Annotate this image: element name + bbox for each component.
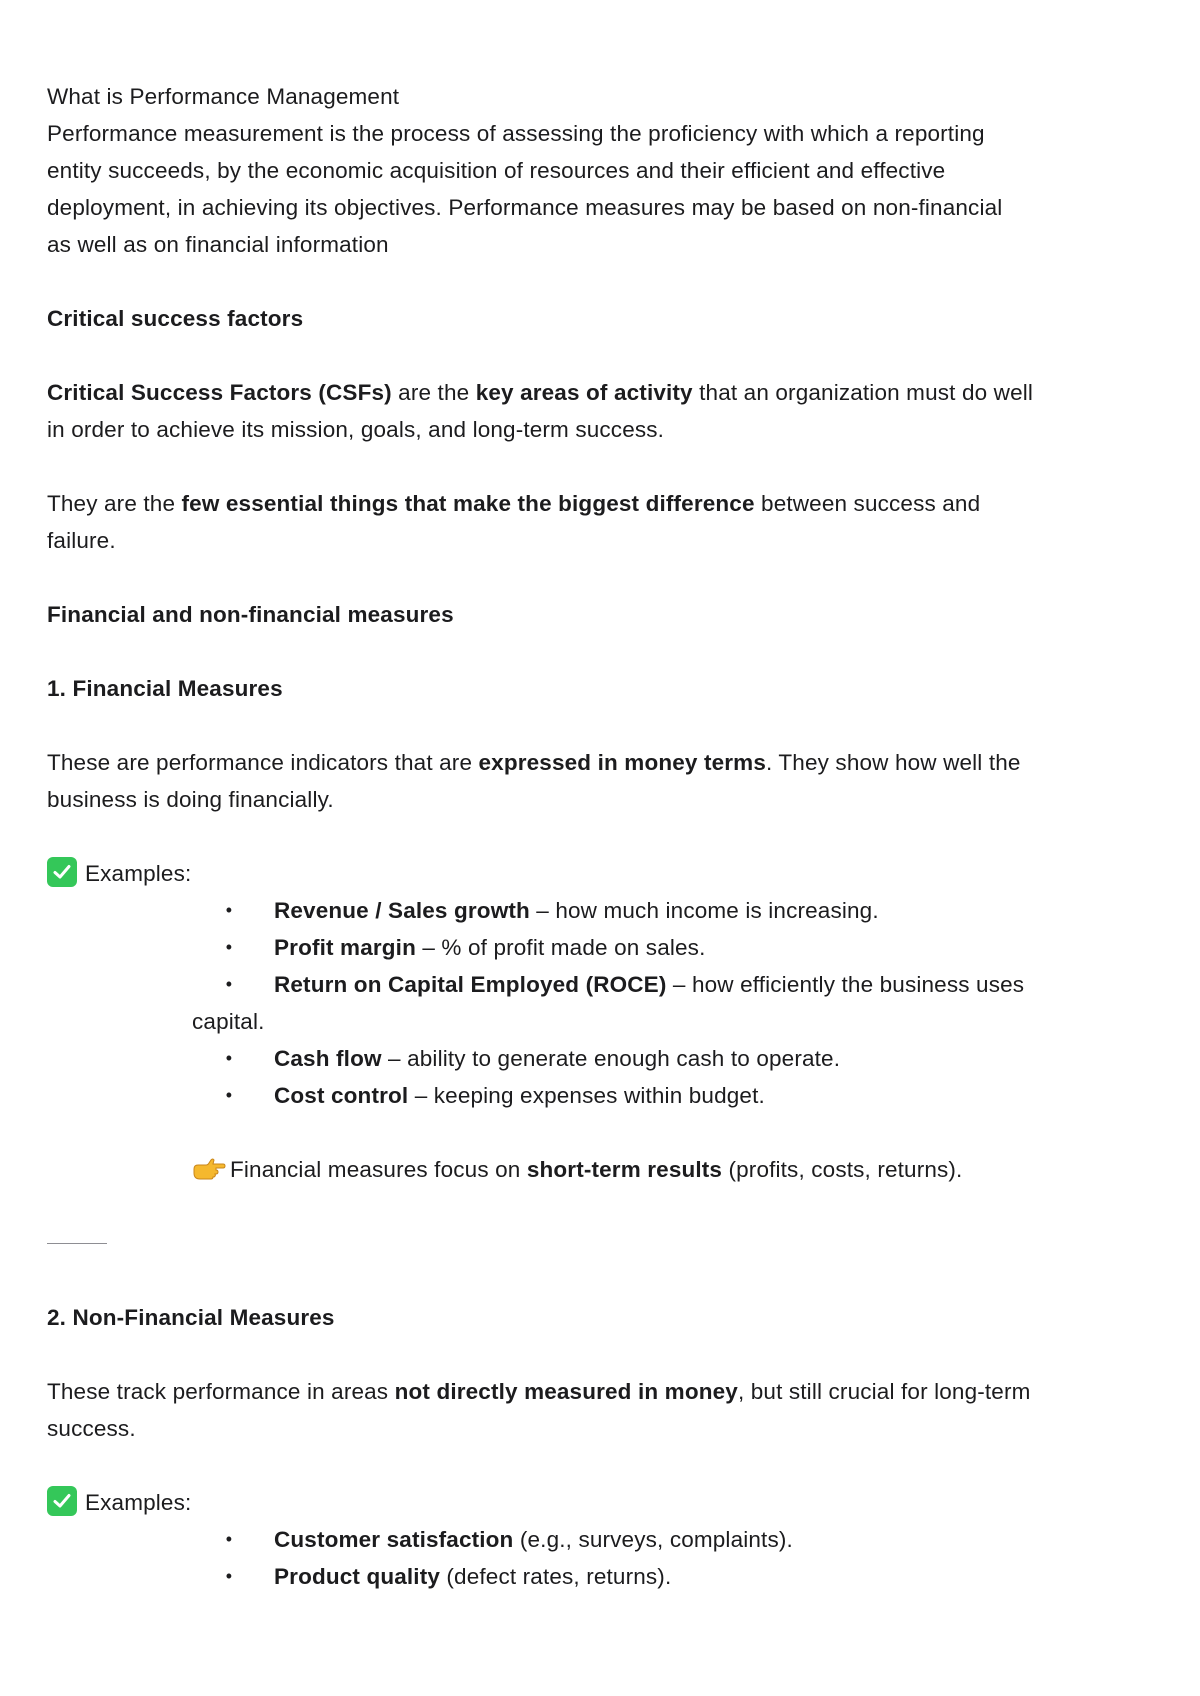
list-item-continuation: capital.	[192, 1009, 265, 1034]
csf-heading: Critical success factors	[47, 306, 304, 331]
csf-paragraph-1: Critical Success Factors (CSFs) are the key areas of activity that an organization must do well	[47, 380, 1034, 405]
csf-paragraph-1-line-2: in order to achieve its mission, goals, and long-term success.	[47, 417, 665, 442]
csf-paragraph-2: They are the few essential things that make the biggest difference between success and	[47, 491, 981, 516]
list-item: • Cash flow – ability to generate enough cash to operate.	[47, 1040, 1157, 1077]
financial-examples-list	[47, 892, 1157, 1114]
pointing-hand-icon	[192, 1155, 226, 1179]
check-mark-icon	[47, 1486, 77, 1516]
intro-paragraph-line: entity succeeds, by the economic acquisition of resources and their efficient and effective	[47, 158, 946, 183]
intro-paragraph-line: deployment, in achieving its objectives. Performance measures may be based on non-financial	[47, 195, 1003, 220]
financial-paragraph-line-2: business is doing financially.	[47, 787, 334, 812]
list-item: • Product quality (defect rates, returns).	[47, 1558, 1157, 1595]
bullet-icon: •	[225, 1085, 233, 1105]
financial-heading: 1. Financial Measures	[47, 676, 283, 701]
list-item: • Cost control – keeping expenses within budget.	[47, 1077, 1157, 1114]
bullet-icon: •	[225, 974, 233, 994]
financial-paragraph: These are performance indicators that are expressed in money terms. They show how well the	[47, 750, 1021, 775]
nonfinancial-heading: 2. Non-Financial Measures	[47, 1305, 335, 1330]
bullet-icon: •	[225, 1048, 233, 1068]
check-mark-icon	[47, 857, 77, 887]
list-item: • Revenue / Sales growth – how much income is increasing.	[47, 892, 1157, 929]
bullet-icon: •	[225, 937, 233, 957]
financial-note: Financial measures focus on short-term results (profits, costs, returns).	[47, 1151, 1157, 1188]
document-body	[47, 78, 1157, 1595]
financial-examples-label: Examples:	[47, 855, 1157, 892]
intro-paragraph-line: as well as on financial information	[47, 232, 389, 257]
measures-heading: Financial and non-financial measures	[47, 602, 454, 627]
intro-heading: What is Performance Management	[47, 84, 400, 109]
list-item: • Return on Capital Employed (ROCE) – how efficiently the business uses	[47, 966, 1157, 1003]
list-item: • Customer satisfaction (e.g., surveys, complaints).	[47, 1521, 1157, 1558]
nonfinancial-paragraph: These track performance in areas not directly measured in money, but still crucial for long-term	[47, 1379, 1031, 1404]
bullet-icon: •	[225, 900, 233, 920]
intro-paragraph-line: Performance measurement is the process of assessing the proficiency with which a reporting	[47, 121, 985, 146]
nonfinancial-examples-list	[47, 1521, 1157, 1595]
nonfinancial-paragraph-line-2: success.	[47, 1416, 136, 1441]
csf-paragraph-2-line-2: failure.	[47, 528, 116, 553]
nonfinancial-examples-label: Examples:	[47, 1484, 1157, 1521]
section-divider	[47, 1243, 107, 1244]
bullet-icon: •	[225, 1566, 233, 1586]
list-item: • Profit margin – % of profit made on sales.	[47, 929, 1157, 966]
bullet-icon: •	[225, 1529, 233, 1549]
